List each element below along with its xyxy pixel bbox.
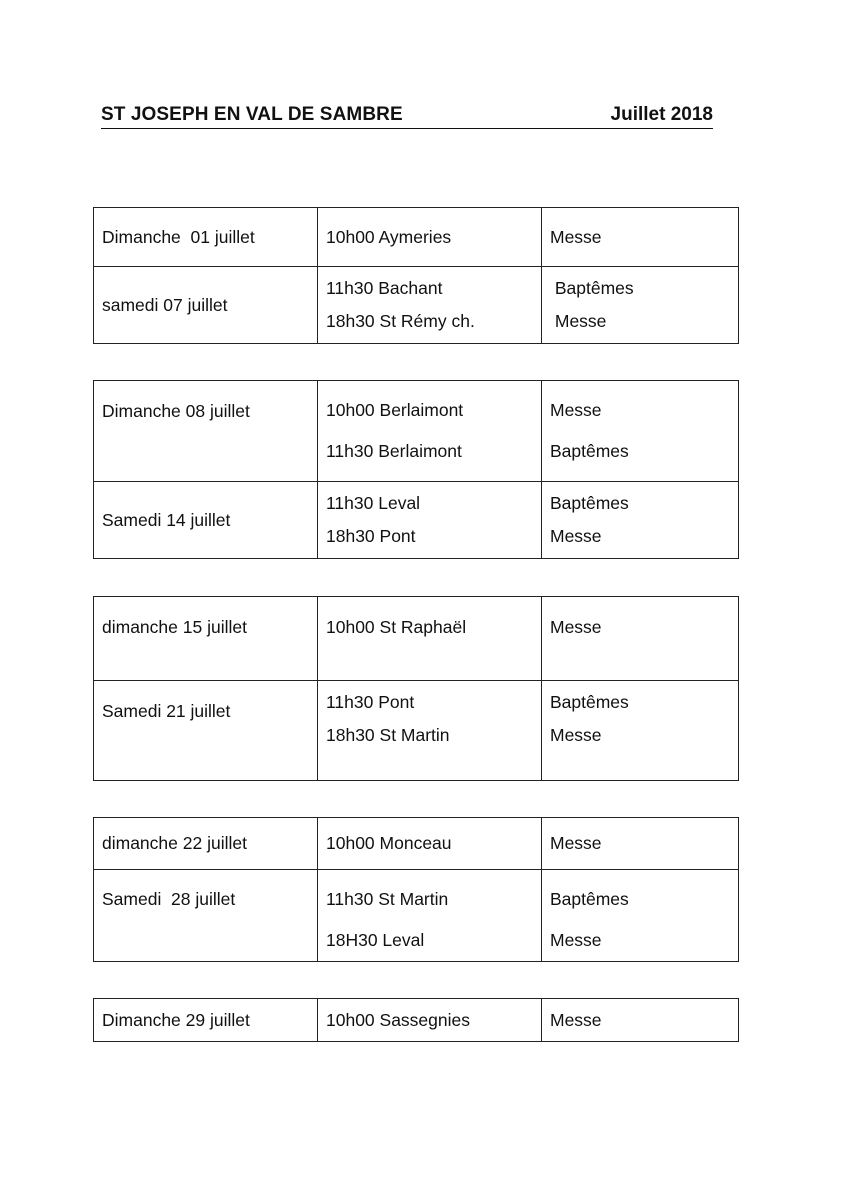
schedule-block-4 xyxy=(93,817,739,962)
service-cell: Messe xyxy=(542,818,739,870)
date-cell: Samedi 28 juillet xyxy=(94,870,318,962)
schedule-row xyxy=(94,681,739,781)
page-header xyxy=(101,104,713,129)
schedule-row xyxy=(94,818,739,870)
service-cell: Messe Baptêmes xyxy=(542,381,739,482)
schedule-block-3 xyxy=(93,596,739,781)
schedule-block-5 xyxy=(93,998,739,1042)
time-place-cell: 11h30 St Martin 18H30 Leval xyxy=(318,870,542,962)
service-cell: Messe xyxy=(542,597,739,681)
service-cell: Baptêmes Messe xyxy=(542,870,739,962)
month-title: Juillet 2018 xyxy=(610,104,713,125)
schedule-row xyxy=(94,208,739,267)
date-cell: Dimanche 29 juillet xyxy=(94,999,318,1042)
schedule-row xyxy=(94,267,739,344)
time-place-cell: 11h30 Leval 18h30 Pont xyxy=(318,482,542,559)
service-cell: Messe xyxy=(542,999,739,1042)
schedule-block-1 xyxy=(93,207,739,344)
time-place-cell: 10h00 Aymeries xyxy=(318,208,542,267)
service-cell: Baptêmes Messe xyxy=(542,267,739,344)
time-place-cell: 10h00 Sassegnies xyxy=(318,999,542,1042)
schedule-row xyxy=(94,597,739,681)
date-cell: samedi 07 juillet xyxy=(94,267,318,344)
date-cell: dimanche 22 juillet xyxy=(94,818,318,870)
time-place-cell: 10h00 Berlaimont 11h30 Berlaimont xyxy=(318,381,542,482)
time-place-cell: 11h30 Bachant 18h30 St Rémy ch. xyxy=(318,267,542,344)
schedule-row xyxy=(94,870,739,962)
service-cell: Messe xyxy=(542,208,739,267)
schedule-block-2 xyxy=(93,380,739,559)
schedule-row xyxy=(94,999,739,1042)
schedule-row xyxy=(94,482,739,559)
date-cell: Dimanche 08 juillet xyxy=(94,381,318,482)
date-cell: Samedi 14 juillet xyxy=(94,482,318,559)
time-place-cell: 10h00 St Raphaël xyxy=(318,597,542,681)
date-cell: dimanche 15 juillet xyxy=(94,597,318,681)
time-place-cell: 10h00 Monceau xyxy=(318,818,542,870)
parish-title: ST JOSEPH EN VAL DE SAMBRE xyxy=(101,104,403,125)
service-cell: Baptêmes Messe xyxy=(542,681,739,781)
time-place-cell: 11h30 Pont 18h30 St Martin xyxy=(318,681,542,781)
service-cell: Baptêmes Messe xyxy=(542,482,739,559)
date-cell: Dimanche 01 juillet xyxy=(94,208,318,267)
date-cell: Samedi 21 juillet xyxy=(94,681,318,781)
schedule-row xyxy=(94,381,739,482)
